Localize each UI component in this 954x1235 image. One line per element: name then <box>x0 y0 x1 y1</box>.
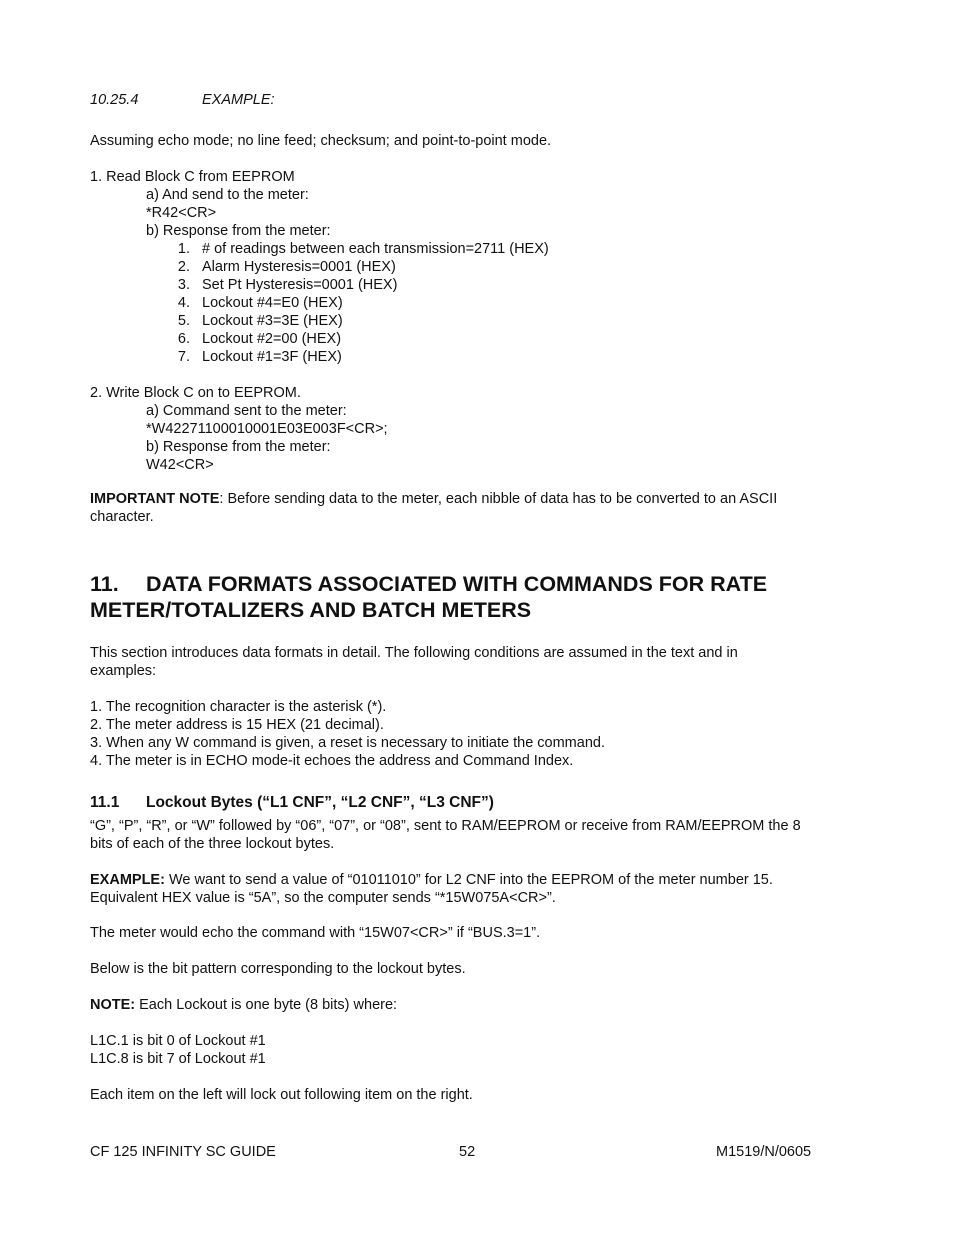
section-11-1-title: Lockout Bytes (“L1 CNF”, “L2 CNF”, “L3 CNF”) <box>146 794 494 811</box>
step1-title: 1. Read Block C from EEPROM <box>90 169 295 185</box>
section-11-intro: This section introduces data formats in detail. The following conditions are assumed in the text and in <box>90 645 738 661</box>
bit-definition: L1C.8 is bit 7 of Lockout #1 <box>90 1051 266 1067</box>
footer-page-number: 52 <box>459 1144 476 1160</box>
response-item-number: 5. <box>177 313 190 329</box>
intro-paragraph: Assuming echo mode; no line feed; checksum; and point-to-point mode. <box>90 133 552 149</box>
condition-item: 4. The meter is in ECHO mode-it echoes the address and Command Index. <box>90 753 574 769</box>
response-item-number: 2. <box>177 259 190 275</box>
lockout-paragraph-cont: bits of each of the three lockout bytes. <box>90 836 335 852</box>
bit-pattern-paragraph: Below is the bit pattern corresponding to the lockout bytes. <box>90 961 466 977</box>
section-number-10-25-4: 10.25.4 <box>90 92 139 108</box>
important-note-label: IMPORTANT NOTE <box>90 491 220 507</box>
response-item-number: 7. <box>177 349 190 365</box>
example-paragraph <box>90 871 773 889</box>
response-item-text: # of readings between each transmission=2711 (HEX) <box>202 241 549 257</box>
note-paragraph <box>90 996 397 1014</box>
step1-a-command: *R42<CR> <box>146 205 217 221</box>
response-item-number: 1. <box>177 241 190 257</box>
important-note-text-cont: character. <box>90 509 154 525</box>
example-text-cont: Equivalent HEX value is “5A”, so the computer sends “*15W075A<CR>”. <box>90 890 556 906</box>
response-item-text: Lockout #1=3F (HEX) <box>202 349 342 365</box>
closing-paragraph: Each item on the left will lock out following item on the right. <box>90 1087 473 1103</box>
note-label: NOTE: <box>90 997 136 1013</box>
section-11-title-line1: DATA FORMATS ASSOCIATED WITH COMMANDS FOR RATE <box>146 572 768 596</box>
step2-b-label: b) Response from the meter: <box>146 439 331 455</box>
example-text: We want to send a value of “01011010” for L2 CNF into the EEPROM of the meter number 15. <box>164 872 773 888</box>
step2-a-label: a) Command sent to the meter: <box>146 403 347 419</box>
section-title-example: EXAMPLE: <box>202 92 275 108</box>
step1-a-label: a) And send to the meter: <box>146 187 309 203</box>
response-item-number: 6. <box>177 331 190 347</box>
step2-title: 2. Write Block C on to EEPROM. <box>90 385 301 401</box>
lockout-paragraph: “G”, “P”, “R”, or “W” followed by “06”, “07”, or “08”, sent to RAM/EEPROM or receive from RAM/EEPROM the 8 <box>90 818 801 834</box>
section-11-number: 11. <box>90 572 119 596</box>
footer-document-title: CF 125 INFINITY SC GUIDE <box>90 1144 276 1160</box>
echo-paragraph: The meter would echo the command with “15W07<CR>” if “BUS.3=1”. <box>90 925 541 941</box>
condition-item: 2. The meter address is 15 HEX (21 decimal). <box>90 717 384 733</box>
response-item-text: Lockout #3=3E (HEX) <box>202 313 343 329</box>
response-item-text: Alarm Hysteresis=0001 (HEX) <box>202 259 396 275</box>
section-11-title-line2: METER/TOTALIZERS AND BATCH METERS <box>90 598 532 622</box>
bit-definition: L1C.1 is bit 0 of Lockout #1 <box>90 1033 266 1049</box>
step2-a-command: *W42271100010001E03E003F<CR>; <box>146 421 388 437</box>
step1-b-label: b) Response from the meter: <box>146 223 331 239</box>
response-item-text: Set Pt Hysteresis=0001 (HEX) <box>202 277 398 293</box>
response-item-text: Lockout #4=E0 (HEX) <box>202 295 343 311</box>
condition-item: 3. When any W command is given, a reset is necessary to initiate the command. <box>90 735 605 751</box>
response-item-text: Lockout #2=00 (HEX) <box>202 331 342 347</box>
footer-document-code: M1519/N/0605 <box>716 1144 812 1160</box>
example-label: EXAMPLE: <box>90 872 165 888</box>
condition-item: 1. The recognition character is the asterisk (*). <box>90 699 387 715</box>
important-note <box>90 490 777 508</box>
response-item-number: 3. <box>177 277 190 293</box>
section-11-heading <box>90 571 767 597</box>
note-text: Each Lockout is one byte (8 bits) where: <box>135 997 398 1013</box>
section-11-intro-cont: examples: <box>90 663 157 679</box>
section-11-1-number: 11.1 <box>90 794 120 811</box>
important-note-text: : Before sending data to the meter, each nibble of data has to be converted to an ASCII <box>219 491 778 507</box>
step2-b-response: W42<CR> <box>146 457 214 473</box>
section-11-1-heading <box>90 794 494 812</box>
response-item-number: 4. <box>177 295 190 311</box>
